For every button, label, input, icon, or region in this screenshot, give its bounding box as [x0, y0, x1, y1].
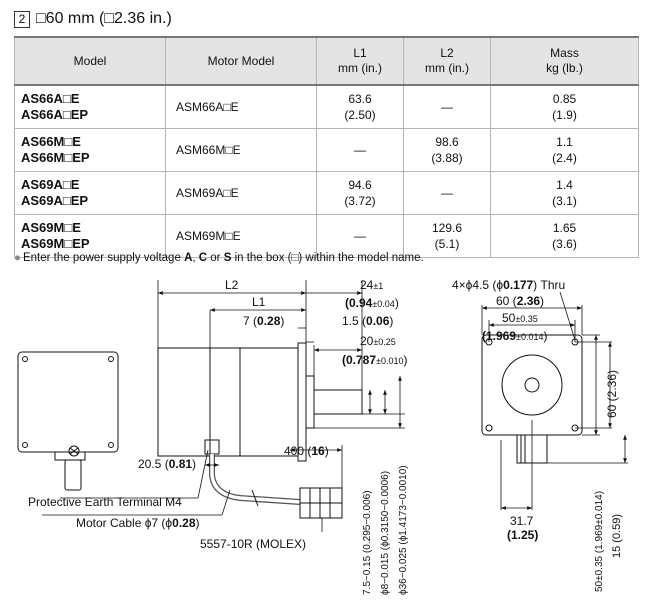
cell-model: [15, 172, 166, 215]
model-name-ep: AS69M□EP: [21, 236, 90, 251]
dim-7-5-vertical: 7.5−0.15 (0.295−0.006): [362, 490, 373, 595]
table-row: [15, 129, 639, 172]
rear-hole-icon: [23, 443, 28, 448]
label-connector: 5557-10R (MOLEX): [200, 537, 307, 551]
mass-lb: (3.1): [552, 194, 577, 208]
cell-motor-model: ASM66A□E: [166, 85, 317, 129]
label-mount-holes: 4×ϕ4.5 (ϕ0.177) Thru: [452, 278, 566, 292]
dim-l1: L1: [252, 295, 266, 309]
section-title: □60 mm (□2.36 in.): [36, 10, 172, 27]
l1-in: (3.72): [344, 194, 376, 208]
model-name: AS66A□E: [21, 91, 80, 106]
pilot: [306, 376, 314, 428]
l1-mm: —: [354, 143, 366, 157]
table-row: [15, 172, 639, 215]
l2-mm: —: [441, 100, 453, 114]
dim-phi8-vertical: ϕ8−0.015 (ϕ0.3150−0.0006): [380, 470, 391, 595]
dim-50-in: (1.969±0.014): [482, 329, 548, 343]
dimension-drawing: [0, 270, 650, 600]
mount-hole-icon: [486, 425, 492, 431]
dim-phi36-vertical: ϕ36−0.025 (ϕ1.4173−0.0010): [398, 465, 409, 595]
col-l2: [404, 37, 491, 85]
dim-31-7-in: (1.25): [507, 528, 539, 542]
dim-50-vertical: 50±0.35 (1.969±0.014): [594, 490, 605, 592]
mass-kg: 1.1: [556, 135, 573, 149]
cell-l1: [317, 172, 404, 215]
l2-mm: —: [441, 186, 453, 200]
dim-15-vertical: 15 (0.59): [611, 513, 623, 558]
model-name: AS69A□E: [21, 177, 80, 192]
cell-l1: [317, 85, 404, 129]
dim-20-5: 20.5 (0.81): [138, 457, 197, 471]
dim-20: 20±0.25: [360, 334, 396, 348]
label-pe-terminal: Protective Earth Terminal M4: [28, 495, 182, 509]
dim-60-height: 60 (2.36): [605, 369, 619, 418]
cell-mass: [491, 85, 639, 129]
l2-mm: 98.6: [435, 135, 459, 149]
mass-lb: (1.9): [552, 108, 577, 122]
section-number: 2: [14, 11, 30, 28]
cell-model: [15, 85, 166, 129]
bullet-icon: ●: [14, 252, 21, 264]
label-motor-cable: Motor Cable ϕ7 (ϕ0.28): [76, 516, 200, 530]
cell-mass: [491, 172, 639, 215]
shaft-circle: [525, 378, 539, 392]
table-row: [15, 85, 639, 129]
col-l1: [317, 37, 404, 85]
model-name-ep: AS66A□EP: [21, 107, 89, 122]
cell-motor-model: ASM69M□E: [166, 215, 317, 258]
dim-7: 7 (0.28): [243, 314, 285, 328]
cable-outlet: [65, 460, 81, 490]
model-name-ep: AS66M□EP: [21, 150, 90, 165]
voltage-a: A: [184, 252, 193, 264]
dim-24: 24±1: [360, 278, 384, 292]
l1-in: (2.50): [344, 108, 376, 122]
col-l2-label: L2: [440, 46, 454, 60]
model-name: AS69M□E: [21, 220, 81, 235]
model-note: [14, 252, 424, 264]
model-name-ep: AS69A□EP: [21, 193, 89, 208]
dim-24-in: (0.94±0.04): [345, 296, 399, 310]
voltage-c: C: [198, 252, 208, 264]
dim-60-width: 60 (2.36): [496, 294, 545, 308]
rear-hole-icon: [23, 357, 28, 362]
mass-lb: (3.6): [552, 237, 577, 251]
shaft: [314, 390, 362, 414]
l2-mm: 129.6: [431, 221, 463, 235]
pilot-circle: [502, 355, 562, 415]
motor-body: [158, 348, 298, 456]
col-mass-label: Mass: [550, 46, 579, 60]
dim-l2: L2: [225, 278, 239, 292]
l2-in: (5.1): [434, 237, 460, 251]
col-mass: [491, 37, 639, 85]
l1-mm: —: [354, 229, 366, 243]
col-l1-unit: mm (in.): [338, 61, 382, 75]
note-text-end: in the box (□) within the model name.: [231, 252, 424, 264]
col-model: Model: [15, 37, 166, 85]
voltage-s: S: [223, 252, 232, 264]
dim-20-in: (0.787±0.010): [342, 353, 408, 367]
note-comma: ,: [192, 252, 199, 264]
cable-gland: [205, 440, 219, 454]
cell-l2: [404, 129, 491, 172]
mass-kg: 1.4: [556, 178, 573, 192]
cell-l2: [404, 85, 491, 129]
l2-in: (3.88): [431, 151, 463, 165]
cell-l2: [404, 172, 491, 215]
dim-1-5: 1.5 (0.06): [342, 314, 394, 328]
cell-model: [15, 129, 166, 172]
dim-31-7: 31.7: [510, 514, 534, 528]
mass-lb: (2.4): [552, 151, 577, 165]
model-name: AS66M□E: [21, 134, 81, 149]
rear-flange: [18, 352, 118, 452]
note-text: Enter the power supply voltage: [22, 252, 185, 264]
cell-mass: [491, 215, 639, 258]
side-view: [158, 343, 362, 518]
note-or: or: [207, 252, 224, 264]
section-heading: [14, 10, 172, 28]
rear-hole-icon: [109, 357, 114, 362]
cell-l1: [317, 129, 404, 172]
rear-hole-icon: [109, 443, 114, 448]
col-mass-unit: kg (lb.): [546, 61, 583, 75]
l1-mm: 94.6: [348, 178, 372, 192]
dim-50: 50±0.35: [502, 311, 538, 325]
cell-mass: [491, 129, 639, 172]
cell-motor-model: ASM69A□E: [166, 172, 317, 215]
cell-motor-model: ASM66M□E: [166, 129, 317, 172]
mass-kg: 1.65: [552, 221, 577, 235]
l1-mm: 63.6: [348, 92, 372, 106]
col-motor-model: Motor Model: [166, 37, 317, 85]
spec-table: [14, 36, 639, 258]
col-l2-unit: mm (in.): [425, 61, 469, 75]
col-l1-label: L1: [353, 46, 367, 60]
mass-kg: 0.85: [552, 92, 577, 106]
rear-view: [18, 352, 118, 490]
table-header-row: [15, 37, 639, 85]
dim-400: 400 (16): [284, 444, 329, 458]
